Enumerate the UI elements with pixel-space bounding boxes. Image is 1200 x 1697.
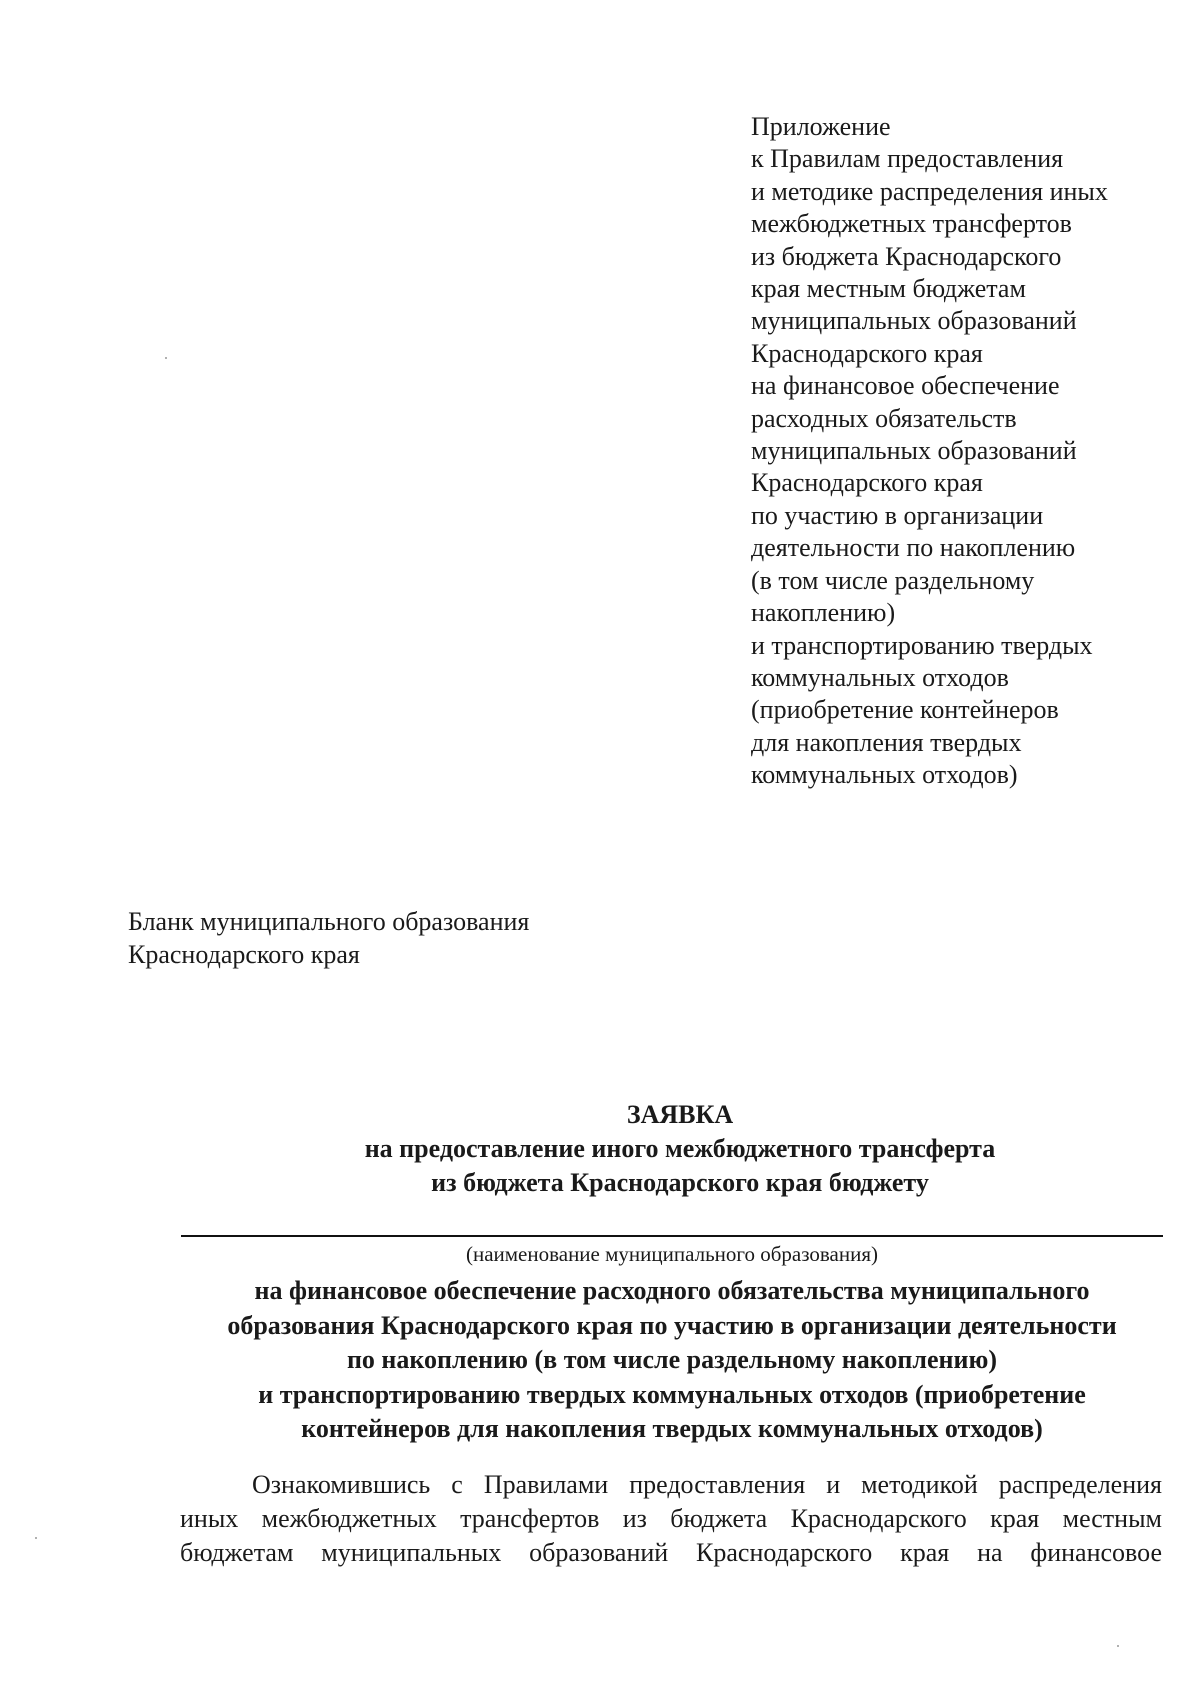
appendix-line: муниципальных образований [751,306,1077,336]
subtitle-line: на финансовое обеспечение расходного обязательства муниципального [254,1276,1090,1305]
appendix-line: и транспортированию твердых [751,630,1093,660]
scan-speck [35,1537,37,1539]
subtitle-line: контейнеров для накопления твердых коммунальных отходов) [301,1414,1043,1443]
appendix-line: на финансовое обеспечение [751,371,1060,401]
municipality-name-caption: (наименование муниципального образования) [465,1242,879,1266]
appendix-line: по участию в организации [751,500,1044,530]
appendix-line: накоплению) [751,598,896,628]
letterhead-line: Краснодарского края [128,940,360,969]
subtitle-line: и транспортированию твердых коммунальных отходов (приобретение [258,1379,1086,1409]
appendix-line: муниципальных образований [751,436,1077,466]
body-paragraph [180,1468,1162,1570]
appendix-line: края местным бюджетам [751,274,1026,304]
appendix-line: Приложение [751,112,891,141]
appendix-line: коммунальных отходов) [751,760,1018,790]
application-title [180,1098,1180,1200]
appendix-line: расходных обязательств [751,403,1017,433]
municipality-letterhead-label [128,905,529,971]
appendix-line: к Правилам предоставления [751,144,1064,174]
body-line: Ознакомившись с Правилами предоставления и методикой распределения [252,1470,1162,1499]
subtitle-line: по накоплению (в том числе раздельному накоплению) [346,1345,998,1374]
appendix-line: и методике распределения иных [751,176,1108,206]
body-line: бюджетам муниципальных образований Краснодарского края на финансовое [180,1538,1162,1567]
application-subtitle [180,1274,1164,1447]
appendix-header [751,111,1171,792]
municipality-name-fill-line [181,1235,1163,1237]
scan-speck [1117,1645,1119,1647]
appendix-line: Краснодарского края [751,468,983,498]
appendix-line: коммунальных отходов [751,662,1009,692]
subtitle-line: образования Краснодарского края по участию в организации деятельности [227,1310,1117,1340]
appendix-line: межбюджетных трансфертов [751,209,1072,239]
scan-speck [165,357,167,359]
appendix-line: Краснодарского края [751,338,983,368]
letterhead-line: Бланк муниципального образования [128,907,530,936]
appendix-line: для накопления твердых [751,727,1022,757]
title-line: на предоставление иного межбюджетного трансферта [364,1134,996,1163]
appendix-line: из бюджета Краснодарского [751,241,1062,271]
appendix-line: деятельности по накоплению [751,533,1076,563]
title-heading: ЗАЯВКА [626,1100,734,1129]
body-line: иных межбюджетных трансфертов из бюджета Краснодарского края местным [180,1504,1162,1533]
appendix-line: (приобретение контейнеров [751,695,1059,725]
appendix-line: (в том числе раздельному [751,565,1035,595]
title-line: из бюджета Краснодарского края бюджету [431,1168,929,1197]
